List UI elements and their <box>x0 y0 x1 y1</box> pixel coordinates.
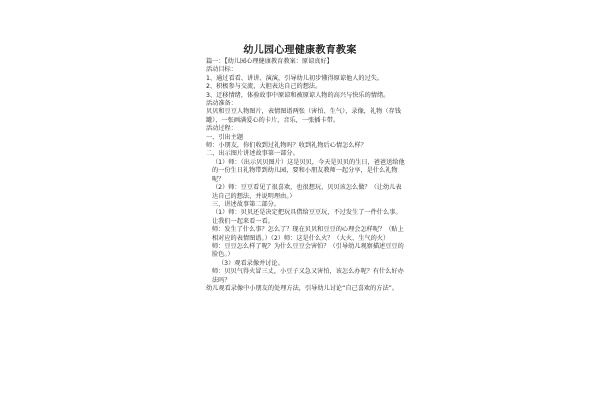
paragraph-line: 师：豆豆怎么样了呢？为什么豆豆会害怕？（引导幼儿观察描述豆豆的脸色。） <box>212 242 404 259</box>
paragraph-line: 3、迁移情绪，体验故事中原谅和被原谅人物的高兴与快乐的情绪。 <box>206 91 390 99</box>
section-heading: 篇一：【幼儿园心理健康教育教案：原谅真好】 <box>206 58 333 65</box>
paragraph-line: 贝贝和豆豆人物图片，表情图谱两张（害怕、生气），录像，礼物（存钱罐），一张画满爱心的卡片，音乐，一张插卡带。 <box>206 108 401 124</box>
paragraph-line: 2、积极参与交流，大胆表达自己的想法。 <box>206 83 322 91</box>
document-body <box>192 58 407 293</box>
paragraph-line: 幼儿观看录像中小朋友的处理方法，引导幼儿讨论“自己喜欢的方法”。 <box>206 284 399 292</box>
document-title: 幼儿园心理健康教育教案 <box>243 45 357 56</box>
paragraph-line: （1）师：贝贝还是决定把玩具借给豆豆玩，不过发生了一件什么事。让我们一起来看一看。 <box>212 209 402 225</box>
paragraph-line: 活动过程： <box>206 125 237 133</box>
paragraph-line: 1、通过看看、讲讲、演演，引导幼儿初步懂得原谅他人的过失。 <box>206 74 384 82</box>
paragraph-line: （1）师：（出示贝贝图片）这是贝贝，今天是贝贝的生日，爸爸送给他的一份生日礼物带到幼儿园，要和小朋友教师一起分享，是什么礼物呢？ <box>212 158 405 183</box>
paragraph-line: 一、引出主题 <box>206 133 244 141</box>
paragraph-line: 二、出示图片讲述故事第一部分。 <box>206 150 299 158</box>
paragraph-line: 师：小朋友，你们收到过礼物吗？收到礼物后心情怎么样？ <box>206 142 367 150</box>
paragraph-line: 活动目标： <box>206 66 237 74</box>
paragraph-line: 师：发生了什么事？怎么了？现在贝贝和豆豆的心理会怎样呢？（贴上相对应的表情图谱。）（2）师：这是什么火？（大火、生气的火） <box>212 226 404 242</box>
paragraph-line: 师：贝贝气得火冒三丈，小豆子又急又害怕，该怎么办呢？有什么好办法吗？ <box>212 268 404 284</box>
paragraph-line: 三、讲述故事第二部分。 <box>212 200 281 208</box>
paragraph-line: （2）师：豆豆看见了很喜欢，也很想玩，贝贝该怎么做？（让幼儿表达自己的想法，并说明理由。） <box>212 184 402 200</box>
paragraph-line: 活动准备： <box>206 100 237 108</box>
paragraph-line: （3）观看录像并讨论。 <box>218 259 284 267</box>
